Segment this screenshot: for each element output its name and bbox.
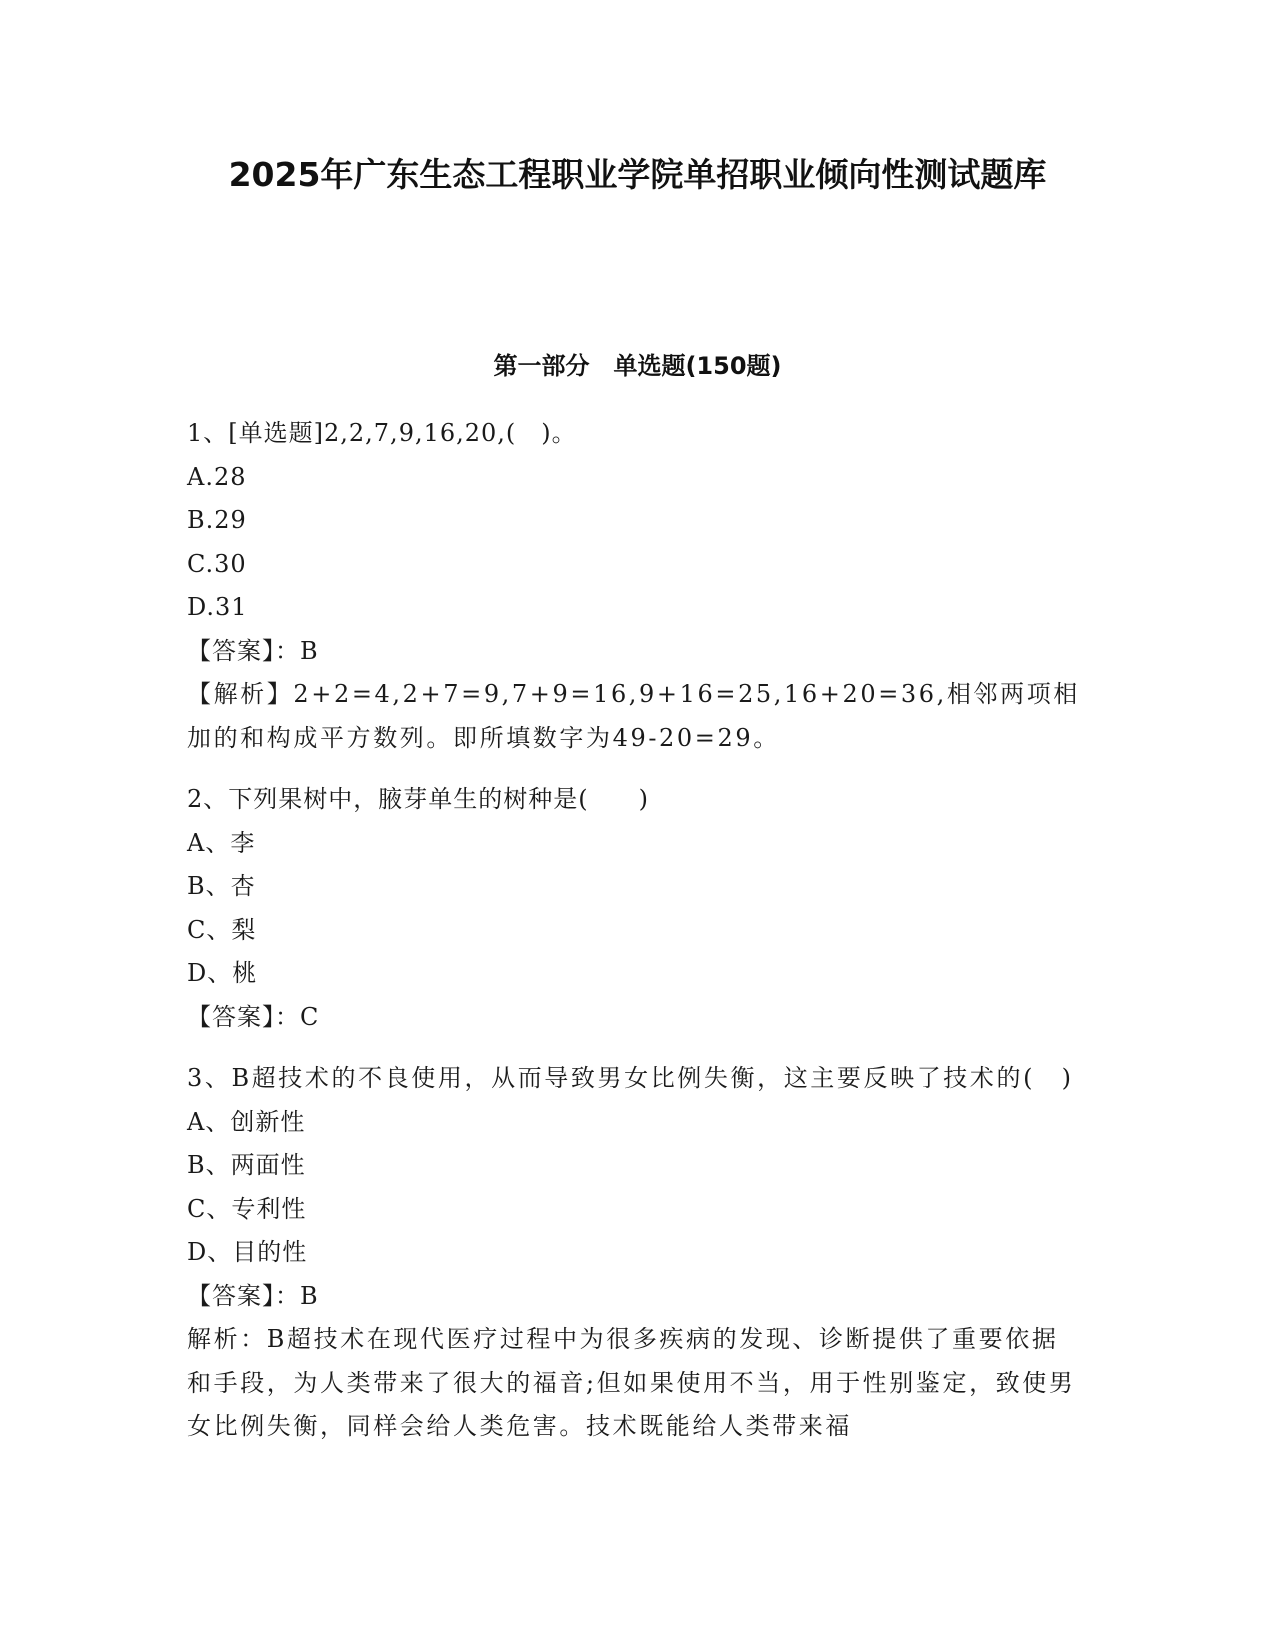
option-d: D.31 — [187, 593, 248, 621]
option-c: C.30 — [187, 549, 247, 578]
option-a: A.28 — [187, 462, 247, 491]
option-c: C、专利性 — [187, 1194, 307, 1223]
option-c: C、梨 — [187, 915, 257, 944]
question-list — [187, 412, 1082, 1467]
question-3 — [187, 1057, 1082, 1449]
question-stem: 2、下列果树中，腋芽单生的树种是( ) — [187, 785, 649, 813]
section-title: 第一部分 单选题(150题) — [493, 352, 782, 380]
answer: 【答案】：C — [187, 1002, 320, 1031]
question-1 — [187, 412, 1082, 760]
option-a: A、李 — [187, 828, 256, 857]
analysis: 解析：B超技术在现代医疗过程中为很多疾病的发现、诊断提供了重要依据和手段，为人类带来了很大的福音;但如果使用不当，用于性别鉴定，致使男女比例失衡，同样会给人类危害。技术既能给人类带来福 — [187, 1325, 1076, 1440]
question-stem: 3、B超技术的不良使用，从而导致男女比例失衡，这主要反映了技术的( ) — [187, 1064, 1074, 1092]
option-b: B.29 — [187, 506, 247, 534]
option-d: D、桃 — [187, 959, 258, 987]
option-d: D、目的性 — [187, 1238, 308, 1266]
answer: 【答案】：B — [187, 1281, 319, 1310]
option-b: B、两面性 — [187, 1151, 306, 1179]
question-stem: 1、[单选题]2,2,7,9,16,20,( )。 — [187, 419, 577, 447]
question-2 — [187, 778, 1082, 1039]
answer: 【答案】：B — [187, 636, 319, 665]
option-a: A、创新性 — [187, 1107, 306, 1136]
document-title: 2025年广东生态工程职业学院单招职业倾向性测试题库 — [228, 155, 1047, 194]
analysis: 【解析】2+2=4,2+7=9,7+9=16,9+16=25,16+20=36,相邻两项相加的和构成平方数列。即所填数字为49-20=29。 — [187, 680, 1080, 752]
option-b: B、杏 — [187, 872, 256, 900]
